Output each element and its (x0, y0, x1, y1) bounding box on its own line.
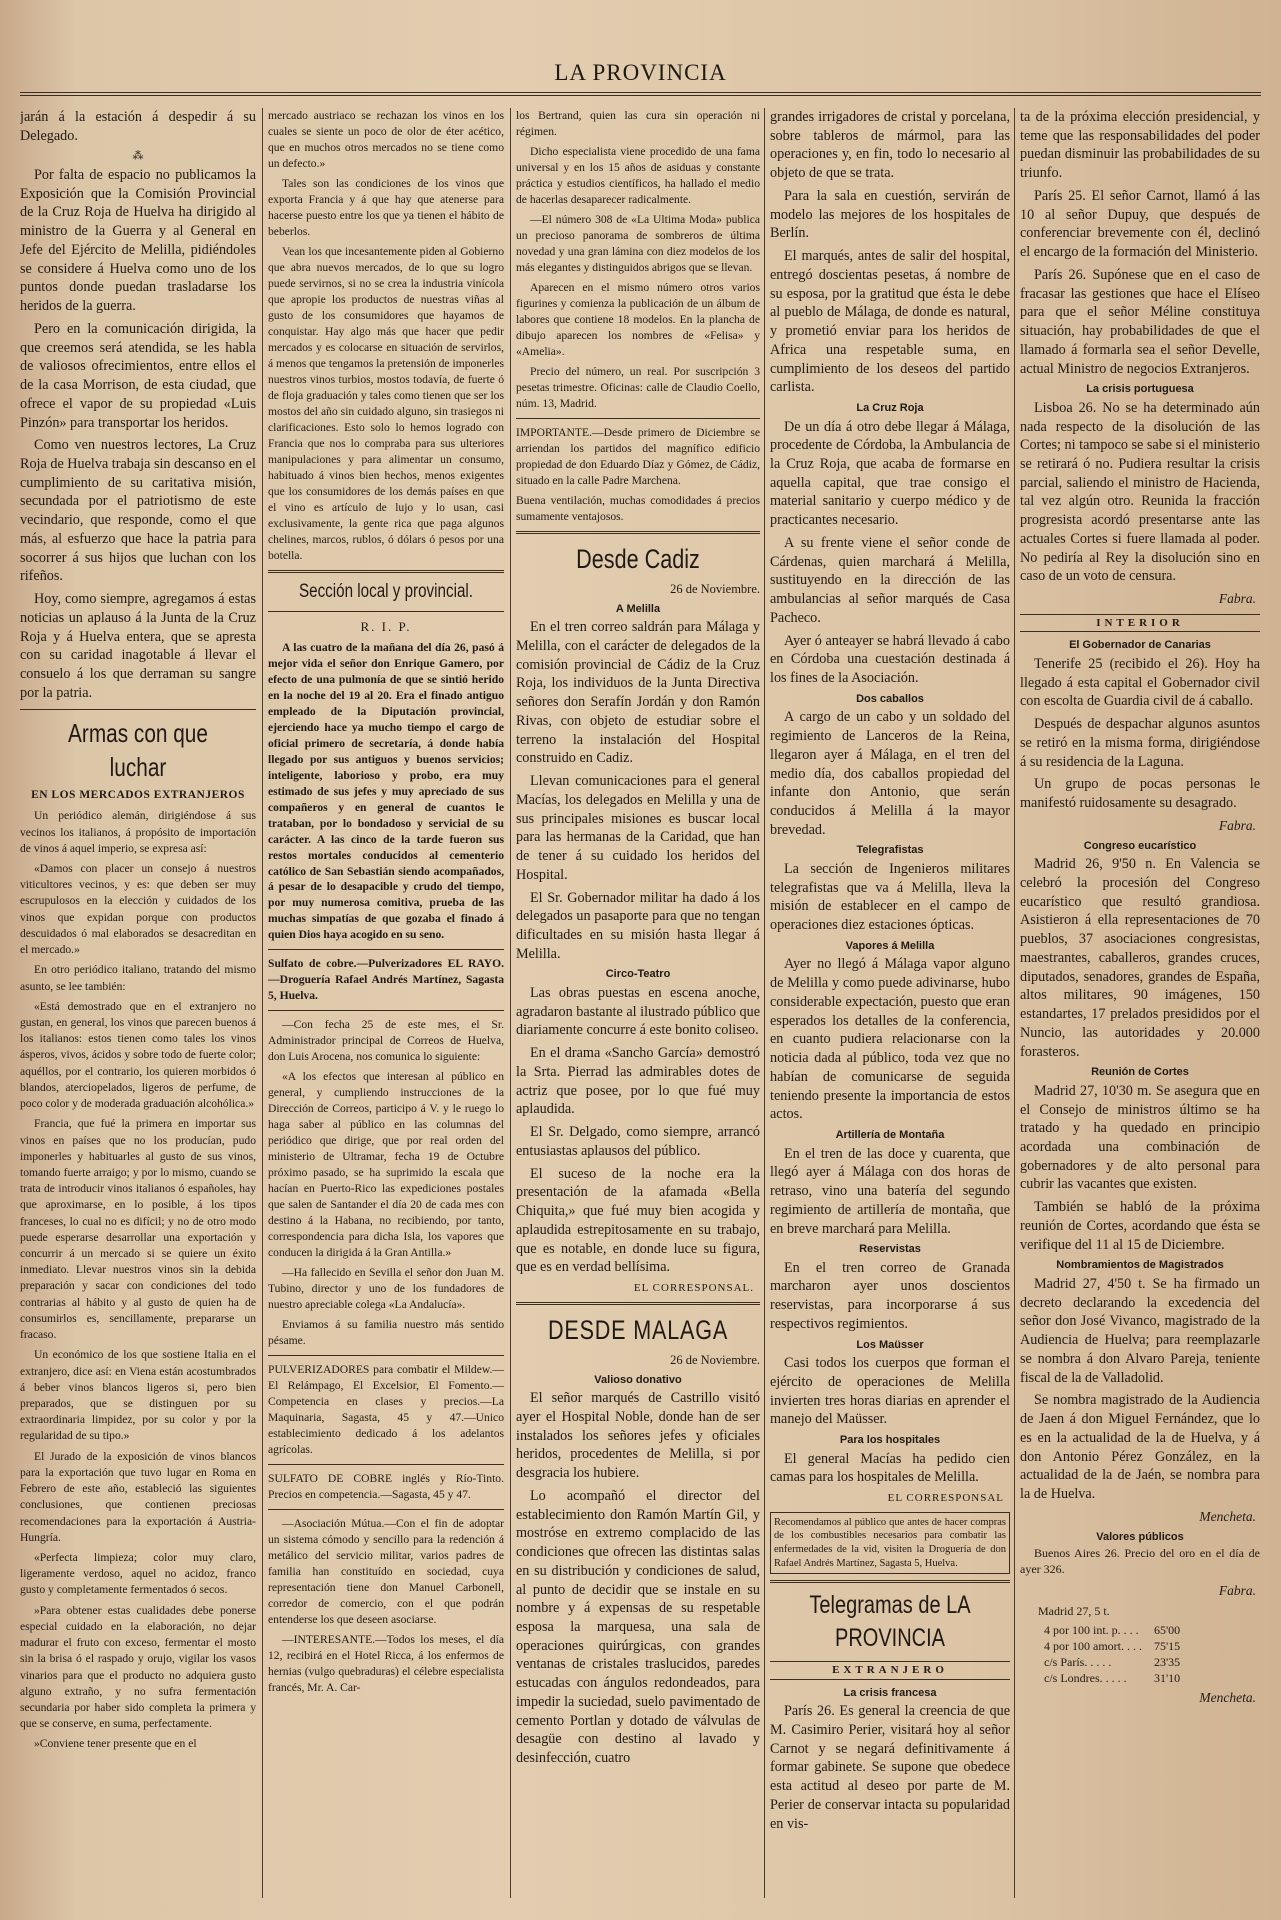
divider (268, 1355, 504, 1356)
paragraph: El Sr. Gobernador militar ha dado á los delegados un pasaporte para que no tengan dificultades en su misión hasta llegar á Melilla. (516, 889, 760, 962)
subheading: La crisis portuguesa (1086, 383, 1194, 396)
paragraph: En otro periódico italiano, tratando del mismo asunto, se lee también: (20, 963, 256, 993)
paragraph: El Sr. Delgado, como siempre, arrancó entusiastas aplausos del público. (516, 1124, 760, 1159)
masthead: LA PROVINCIA (554, 60, 727, 85)
price-heading: Madrid 27, 5 t. (1038, 1603, 1110, 1618)
paragraph: Se nombra magistrado de la Audiencia de Jaen á don Miguel Fernández, que lo es en la actualidad de la de Huelva, y á don Antonio Pérez González, en la actualidad de la de Jaén, se nombra para la de Huelva. (1020, 1392, 1260, 1502)
paragraph: Un económico de los que sostiene Italia en el extranjero, dice así: en Viena están acostumbrados á beber vinos blancos ligeros si, pero bien preparados, que se distinguen por su extraordinaria limpidez, por su color y por la regularidad de su tipo.» (20, 1348, 256, 1443)
paragraph: —INTERESANTE.—Todos los meses, el día 12, recibirá en el Hotel Ricca, á los enfermos de hernias (vulgo quebraduras) el célebre especialista francés, Mr. A. Car- (268, 1632, 504, 1694)
byline: EL CORRESPONSAL. (633, 1282, 754, 1295)
byline: Mencheta. (1199, 1508, 1256, 1524)
subheading: Para los hospitales (839, 1434, 941, 1447)
separator-stars: ⁂ (132, 150, 144, 163)
paragraph: Buenos Aires 26. Precio del oro en el día de ayer 326. (1020, 1546, 1260, 1576)
paragraph: Precio del número, un real. Por suscripción 3 pesetas trimestre. Oficinas: calle de Claudio Coello, núm. 13, Madrid. (516, 364, 760, 410)
subheading: Los Maüsser (856, 1338, 924, 1351)
paragraph: Tenerife 25 (recibido el 26). Hoy ha llegado á esta capital el Gobernador civil con escolta de Guardia civil de á caballo. (1020, 655, 1260, 710)
divider (770, 1580, 1010, 1583)
subheading: Telegrafistas (856, 844, 924, 857)
paragraph: —Asociación Mútua.—Con el fin de adoptar un sistema cómodo y sencillo para la redención á metálico del servicio militar, varios padres de familia han constituído en sociedad, cuya representación tiene don Manuel Carbonell, corredor de comercio, con el que podrán entenderse los que deseen asociarse. (268, 1516, 504, 1626)
divider (268, 1010, 504, 1011)
paragraph: París 26. Supónese que en el caso de fracasar las gestiones que hace el Elíseo para que el señor Méline constituya situación, hay probabilidades de que el llamado á formarla sea el señor Develle, actual Ministro de negocios Extranjeros. (1020, 266, 1260, 377)
paragraph: Hoy, como siempre, agregamos á estas noticias un aplauso á la Junta de la Cruz Roja y á Huelva entera, que se apresta con su caridad inagotable á llevar el consuelo á los que derraman su sangre por la patria. (20, 591, 256, 701)
subheading: Artillería de Montaña (835, 1129, 945, 1142)
paragraph: los Bertrand, quien las cura sin operación ni régimen. (516, 109, 760, 138)
paragraph: «Damos con placer un consejo á nuestros viticultores vecinos, y es: que deben ser muy escrupulosos en la elección y cuidados de los vinos que expidan porque con productos descuidados ó mal elaborados se desacreditan en el mercado.» (20, 862, 256, 957)
price-value: 23'35 (1154, 1655, 1181, 1669)
subheading: Circo-Teatro (605, 968, 671, 981)
divider (268, 611, 504, 612)
divider (516, 418, 760, 419)
price-label: c/s París. . . . . (1044, 1655, 1112, 1669)
paragraph: mercado austriaco se rechazan los vinos en los cuales se siente un poco de olor de éter acético, que en muchos otros mercados no se tiene como un defecto.» (268, 109, 504, 170)
paragraph: Madrid 27, 10'30 m. Se asegura que en el Consejo de ministros último se ha tratado y ha quedado en principio acordada una combinación de gobernadores y de alto personal para cubrir las vacantes que existen. (1020, 1082, 1260, 1193)
price-row (1038, 1623, 1186, 1639)
paragraph: A cargo de un cabo y un soldado del regimiento de Lanceros de la Reina, llegaron ayer á Málaga, en el tren del medio día, dos caballos propiedad del infante don Antonio, que serán conducidos á Melilla á la mayor brevedad. (770, 709, 1010, 838)
subheading: A Melilla (615, 602, 661, 615)
section-title: Sección local y provincial. (298, 580, 474, 602)
subheading: La Cruz Roja (856, 402, 924, 415)
byline: Fabra. (1218, 591, 1256, 607)
divider (268, 949, 504, 950)
article-headline: DESDE MALAGA (547, 1314, 729, 1345)
article-subheadline: EN LOS MERCADOS EXTRANJEROS (31, 789, 245, 802)
divider (268, 1464, 504, 1465)
divider (20, 709, 256, 710)
paragraph: »Conviene tener presente que en el (34, 1737, 197, 1751)
ads-block (516, 108, 760, 525)
byline: EL CORRESPONSAL (887, 1492, 1004, 1505)
paragraph: La sección de Ingenieros militares telegrafistas que va á Melilla, lleva la misión de establecer en el campo de operaciones diez estaciones ópticas. (770, 860, 1010, 934)
column-2 (268, 108, 504, 1908)
paragraph: Un periódico alemán, dirigiéndose á sus vecinos los italianos, á propósito de importación de vinos á aquel imperio, se expresa así: (20, 809, 256, 855)
section-label: EXTRANJERO (770, 1661, 1010, 1680)
subheading: La crisis francesa (843, 1686, 937, 1699)
subheading: Nombramientos de Magistrados (1056, 1259, 1224, 1272)
paragraph: Enviamos á su familia nuestro más sentido pésame. (268, 1318, 504, 1348)
paragraph: A su frente viene el señor conde de Cárdenas, quien marchará á Melilla, sustituyendo en la dirección de las ambulancias al señor marqués de Casa Pacheco. (770, 534, 1010, 626)
subheading: Congreso eucarístico (1083, 839, 1197, 852)
column-4 (770, 108, 1010, 1908)
paragraph: Ayer ó anteayer se habrá llevado á cabo en Córdoba una cuestación destinada á los fines de la Asociación. (770, 632, 1010, 687)
masthead-rule (20, 92, 1261, 96)
price-value: 65'00 (1154, 1623, 1181, 1638)
price-label: c/s Londres. . . . . (1044, 1670, 1127, 1685)
paragraph: —Ha fallecido en Sevilla el señor don Juan M. Tubino, director y uno de los fundadores de nuestro apreciable colega «La Andalucía». (268, 1266, 504, 1312)
paragraph: El marqués, antes de salir del hospital, entregó doscientas pesetas, á nombre de su esposa, por la gratitud que ésta le debe al pueblo de Málaga, de donde es natural, y prometió enviar para los heridos de Africa una respetable suma, en cumplimiento de los deseos del partido carlista. (770, 248, 1010, 396)
advertisement: SULFATO DE COBRE inglés y Río-Tinto. Precios en competencia.—Sagasta, 45 y 47. (268, 1471, 504, 1501)
divider (268, 1509, 504, 1510)
paragraph: En el tren correo de Granada marcharon ayer unos doscientos reservistas, para incorporarse á sus respectivos regimientos. (770, 1259, 1010, 1332)
paragraph: jarán á la estación á despedir á su Delegado. (20, 109, 256, 144)
paragraph: Dicho especialista viene procedido de una fama universal y en los 15 años de asiduas y constante práctica y estudios científicos, ha hallado el medio de hacerlas desaparecer radicalmente. (516, 144, 760, 206)
article-headline: Desde Cadiz (576, 543, 700, 574)
dateline: 26 de Noviembre. (670, 582, 760, 597)
column-1 (20, 108, 256, 1908)
paragraph: De un día á otro debe llegar á Málaga, procedente de Córdoba, la Ambulancia de la Cruz Roja, que acaba de formarse en aquella capital, que trae consigo el material sanitario y cuerpo médico y de practicantes necesario. (770, 418, 1010, 529)
advertisement: PULVERIZADORES para combatir el Mildew.—El Relámpago, El Excelsior, El Fomento.—Competencia en clases y precios.—La Maquinaria, Sagasta, 45 y 47.—Unico establecimiento dedicado á los adelantos agrícolas. (268, 1363, 504, 1456)
paragraph: grandes irrigadores de cristal y porcelana, sobre tableros de mármol, para las operaciones y, en fin, todo lo necesario al objeto de que se trata. (770, 109, 1010, 182)
paragraph: Francia, que fué la primera en importar sus vinos en países que no los producían, pudo imponerles y habituarles al gusto de sus vinos, tomando fuerte arraigo; y por lo mismo, cuando se trata de introducir vinos italianos ó españoles, hay que aproximarse, en lo posible, á los tipos franceses, lo cual no es difícil; y no de otro modo puede esperarse desarrollar una exportación y concurrir á un mercado si se quiere un éxito inmediato. Llevar nuestros vinos sin la debida preparación y sacar con condiciones del todo contrarias al hábito y al gusto de quien ha de consumirlos es, sencillamente, prepararse un fracaso. (20, 1117, 256, 1342)
column-rule (510, 108, 511, 1898)
column-rule (764, 108, 765, 1898)
paragraph: A las cuatro de la mañana del día 26, pasó á mejor vida el señor don Enrique Gamero, por efecto de una pulmonía de que se sintió herido en la noche del 19 al 20. Era el finado antiguo empleado de la Diputación provincial, ejerciendo hace ya mucho tiempo el cargo de oficial primero de secretaría, á donde había llegado por sus antiguos y buenos servicios; inteligente, laborioso y probo, era muy estimado de sus jefes y muy apreciado de sus compañeros y en general de cuantos le trataban, por lo bondadoso y servicial de su carácter. A las cinco de la tarde fueron sus restos mortales conducidos al cementerio católico de San Sebastián siendo acompañados, á pesar de lo desapacible y crudo del tiempo, por muy numerosa comitiva, prueba de las muchas simpatías de que gozaba el finado á quien Dios haya acogido en su seno. (268, 640, 504, 942)
paragraph: Madrid 26, 9'50 n. En Valencia se celebró la procesión del Congreso eucarístico que resultó grandiosa. Asistieron á ella representaciones de 70 pueblos, 37 asociaciones congresistas, maestrantes, caballeros, grandes cruces, diputados, senadores, grandes de España, altos militares, 90 imágenes, 150 estandartes, 17 prelados presididos por el Nuncio, las autoridades y 20.000 forasteros. (1020, 856, 1260, 1060)
notice-box: Recomendamos al público que antes de hacer compras de los combustibles necesarios para combatir las enfermedades de la vid, visiten la Droguería de don Rafael Andrés Martínez, Sagasta 5, Huelva. (770, 1512, 1010, 1575)
byline: Mencheta. (1199, 1689, 1256, 1705)
rip-title: R. I. P. (360, 618, 412, 634)
advertisement: Sulfato de cobre.—Pulverizadores EL RAYO.—Droguería Rafael Andrés Martínez, Sagasta 5, Huelva. (268, 957, 504, 1003)
paragraph: Llevan comunicaciones para el general Macías, los delegados en Melilla y una de sus principales misiones es buscar local para las hermanas de la Caridad, que han de tener á su cuidado los heridos del Hospital. (516, 773, 760, 883)
byline: Fabra. (1218, 1582, 1256, 1598)
price-row (1038, 1639, 1186, 1655)
paragraph: Vean los que incesantemente piden al Gobierno que abra nuevos mercados, de lo que su logro puede servirnos, si no se crea la industria vinícola que apropie los productos de nuestras viñas al gusto de los consumidores que hayamos de conquistar. Hay algo más que hacer que pedir mercados y es colocarse en situación de servirlos, á menos que tengamos la pretensión de imponerles nuestros vinos turbios, mostos todavía, de fuerte ó de floja graduación y tales como tienen que ser los mostos del año sin cuidado alguno, sin trasiegos ni clarificaciones. Esto solo lo hemos logrado con Francia que nos lo compraba para sus ulteriores manipulaciones y para alimentar un consumo, habituado á vinos bien hechos, menos exigentes que los consumidores de los demás países en que el vino es artículo de lujo y lo usan, casi exclusivamente, la gente rica que paga algunos chelines, marcos, rublos, ó dólars ó pesos por una botella. (268, 244, 504, 562)
column-rule (1014, 108, 1015, 1898)
paragraph: «A los efectos que interesan al público en general, y cumpliendo instrucciones de la Dirección de Correos, participo á V. y le ruego lo haga saber al público en las columnas del periódico que dirige, que por real orden del ministerio de Ultramar, fecha 19 de Octubre próximo pasado, se ha suprimido la escala que hacían en Puerto-Rico las expediciones postales que salen de Santander el día 20 de cada mes con destino á la Habana, no recibiendo, por tanto, correspondencia para dicha Isla, los vapores que conducen la dirigida á la Gran Antilla.» (268, 1070, 504, 1260)
paragraph: »Para obtener estas cualidades debe ponerse especial cuidado en la elaboración, no dejar madurar el fruto con exceso, fermentar el mosto sin la brisa ó el raspado y orujo, vigilar los vasos vinarios para que el producto no adquiera gusto alguno extraño, y no sufra fermentación secundaria por haber sido completa la primera y que se conserve, en suma, perfectamente. (20, 1603, 256, 1731)
paragraph: En el tren correo saldrán para Málaga y Melilla, con el carácter de delegados de la comisión provincial de Cádiz de la Cruz Roja, los individuos de la Junta Directiva señores don Serafín Jordán y don Ramón Rivas, con objeto de estudiar sobre el terreno la instalación del Hospital construido en Cadiz. (516, 619, 760, 767)
paragraph: El señor marqués de Castrillo visitó ayer el Hospital Noble, donde han de ser instalados los señores jefes y oficiales heridos, procedentes de Melilla, si por desgracia los hubiere. (516, 1390, 760, 1482)
advertisement: Buena ventilación, muchas comodidades á precios sumamente ventajosos. (516, 493, 760, 523)
paragraph: Las obras puestas en escena anoche, agradaron bastante al ilustrado público que diariamente concurre á este bonito coliseo. (516, 985, 760, 1039)
article-headline: Telegramas de LA PROVINCIA (809, 1591, 971, 1653)
divider (516, 531, 760, 534)
paragraph: Lo acompañó el director del establecimiento don Ramón Martín Gil, y mostróse en extremo complacido de las condiciones que ofrecen las distintas salas en su distribución y condiciones de salud, al punto de decidir que se instale en su nombre y á expensas de su respetable esposa la marquesa, una sala de operaciones quirúrgicas, con grandes ventanas de cristales traslucidos, paredes estucadas con ángulos redondeados, para impedir la suciedad, suelo pavimentado de cemento Portlan y dotado de válvulas de desagüe con destino al lavado y desinfección, cuatro (516, 1487, 760, 1767)
paragraph: Aparecen en el mismo número otros varios figurines y comienza la publicación de un álbum de labores que contiene 18 modelos. En la plancha de dibujo aparecen los nombres de «Felisa» y «Amelia». (516, 280, 760, 358)
price-label: 4 por 100 amort. . . . (1044, 1639, 1142, 1654)
paragraph: Pero en la comunicación dirigida, la que creemos será atendida, se les habla de valiosos ofrecimientos, entre ellos el de la casa Morrison, de esta ciudad, que ofrece el vapor de su propiedad «Luis Pinzón» para transportar los heridos. (20, 320, 256, 431)
paragraph: En el tren de las doce y cuarenta, que llegó ayer á Málaga con dos horas de retraso, vino una batería del segundo regimiento de artillería de montaña, que en breve marchará para Melilla. (770, 1145, 1010, 1237)
paragraph: Casi todos los cuerpos que forman el ejército de operaciones de Melilla invierten tres horas diarias en aprender el manejo del Maüsser. (770, 1355, 1010, 1428)
paragraph: El general Macías ha pedido cien camas para los hospitales de Melilla. (770, 1450, 1010, 1486)
paragraph: Ayer no llegó á Málaga vapor alguno de Melilla y como puede adivinarse, hubo considerable expectación, puesto que eran esperados los detalles de la conferencia, en cuanto pudiera relacionarse con la noticia dada al público, toda vez que no habían de comunicarse de seguida teniendo presente la importancia de estos actos. (770, 956, 1010, 1123)
paragraph: Tales son las condiciones de los vinos que exporta Francia y á que hay que atenerse para hacerse puesto entre los que ya tienen el hábito de beberlos. (268, 176, 504, 238)
paragraph: —Con fecha 25 de este mes, el Sr. Administrador principal de Correos de Huelva, don Luis Arocena, nos comunica lo siguiente: (268, 1018, 504, 1064)
paragraph: Como ven nuestros lectores, La Cruz Roja de Huelva trabaja sin descanso en el cumplimiento de su caritativa misión, secundada por el patriotismo de este vecindario, que responde, como el que más, al esfuerzo que hace la patria para socorrer á sus hijos que luchan con los rifeños. (20, 437, 256, 585)
divider (268, 570, 504, 573)
subheading: El Gobernador de Canarias (1069, 639, 1211, 652)
paragraph: Lisboa 26. No se ha determinado aún nada respecto de la disolución de las Cortes; ni tampoco se sabe si el ministerio se retirará ó no. Pudiera resultar la crisis parcial, saliendo el ministro de Hacienda, tal vez algún otro. Reunida la fracción progresista acordó presentarse ante las actuales Cortes si fuere llamada al poder. No pediría al Rey la disolución sino en caso de un voto de censura. (1020, 399, 1260, 585)
paragraph: Por falta de espacio no publicamos la Exposición que la Comisión Provincial de la Cruz Roja de Huelva ha dirigido al ministro de la Guerra y al General en Jefe del Ejército de Melilla, pidiéndoles se considere á Huelva como uno de los puntos donde puedan trasladarse los heridos de la guerra. (20, 166, 256, 315)
section-label: INTERIOR (1020, 614, 1260, 633)
price-value: 31'10 (1154, 1670, 1181, 1685)
divider (516, 1302, 760, 1305)
paragraph: El suceso de la noche era la presentación de la afamada «Bella Chiquita,» que fué muy bien acogida y aplaudida estrepitosamente en su trabajo, que es notable, en donde luce su figura, que es en verdad bellísima. (516, 1165, 760, 1276)
paragraph: «Está demostrado que en el extranjero no gustan, en general, los vinos que parecen buenos á los italianos: estos tienen como tales los vinos ásperos, vivos, ácidos y sobre todo de fuerte color; aquéllos, por el contrario, los quieren morbidos ó blandos, aterciopelados, ligeros de perfume, de poco color y de moderada graduación alcohólica.» (20, 999, 256, 1111)
paragraph: También se habló de la próxima reunión de Cortes, acordando que ésta se verifique del 11 al 15 de Diciembre. (1020, 1199, 1260, 1253)
column-5 (1020, 108, 1260, 1908)
subheading: Valioso donativo (594, 1373, 682, 1386)
paragraph: El Jurado de la exposición de vinos blancos para la exportación que tuvo lugar en Roma en Febrero de este año, estableció las siguientes conclusiones, que contienen preciosas recomendaciones para la exportación á Austria-Hungría. (20, 1449, 256, 1544)
column-3 (516, 108, 760, 1908)
subheading: Dos caballos (856, 692, 924, 705)
price-value: 75'15 (1154, 1639, 1181, 1654)
paragraph: «Perfecta limpieza; color muy claro, ligeramente verdoso, aquel no acidoz, franco gusto y completamente fermentados ó secos. (20, 1550, 256, 1597)
advertisement: IMPORTANTE.—Desde primero de Diciembre se arriendan los partidos del magnífico edificio propiedad de don Eduardo Díaz y Gómez, de Cádiz, situado en la calle Padre Marchena. (516, 425, 760, 487)
column-rule (262, 108, 263, 1898)
paragraph: En el drama «Sancho García» demostró la Srta. Pierrad las admirables dotes de actriz que posee, por lo que fué muy aplaudida. (516, 1045, 760, 1118)
subheading: Reservistas (859, 1243, 921, 1256)
price-row (1038, 1655, 1186, 1671)
paragraph: ta de la próxima elección presidencial, y teme que las responsabilidades del poder puedan disminuir las probabilidades de su triunfo. (1020, 109, 1260, 182)
article-body (20, 808, 256, 1752)
subheading: Vapores á Melilla (845, 939, 935, 952)
paragraph: Un grupo de pocas personas le manifestó ruidosamente su desagrado. (1020, 776, 1260, 812)
paragraph: París 25. El señor Carnot, llamó á las 10 al señor Dupuy, que después de conferenciar brevemente con él, declinó el encargo de la formación del Ministerio. (1020, 187, 1260, 261)
paragraph: Madrid 27, 4'50 t. Se ha firmado un decreto declarando la excedencia del señor don José Vivanco, magistrado de la Audiencia de Huelva; para reemplazarle se nombra á don Alvaro Pareja, teniente fiscal de la de Valladolid. (1020, 1275, 1260, 1386)
paragraph: París 26. Es general la creencia de que M. Casimiro Perier, visitará hoy al señor Carnot y se negará definitivamente á formar gabinete. Se supone que obedece esta actitud al deseo por parte de M. Perier de conservar intacta su popularidad en vis- (770, 1703, 1010, 1832)
price-label: 4 por 100 int. p. . . . (1044, 1623, 1139, 1638)
dateline: 26 de Noviembre. (670, 1353, 760, 1368)
byline: Fabra. (1218, 817, 1256, 833)
subheading: Reunión de Cortes (1091, 1066, 1189, 1079)
price-table (1038, 1623, 1186, 1686)
paragraph: —El número 308 de «La Ultima Moda» publica un precioso panorama de sombreros de última novedad y una gran lámina con diez modelos de los más elegantes y distinguidos abrigos que se llevan. (516, 212, 760, 274)
paragraph: Para la sala en cuestión, servirán de modelo las mejores de los hospitales de Berlín. (770, 187, 1010, 242)
article-headline: Armas con que luchar (68, 717, 208, 782)
paragraph: Después de despachar algunos asuntos se retiró en la misma forma, dirigiéndose á su residencia de la Laguna. (1020, 716, 1260, 770)
price-row (1038, 1671, 1186, 1687)
subheading: Valores públicos (1096, 1530, 1184, 1543)
